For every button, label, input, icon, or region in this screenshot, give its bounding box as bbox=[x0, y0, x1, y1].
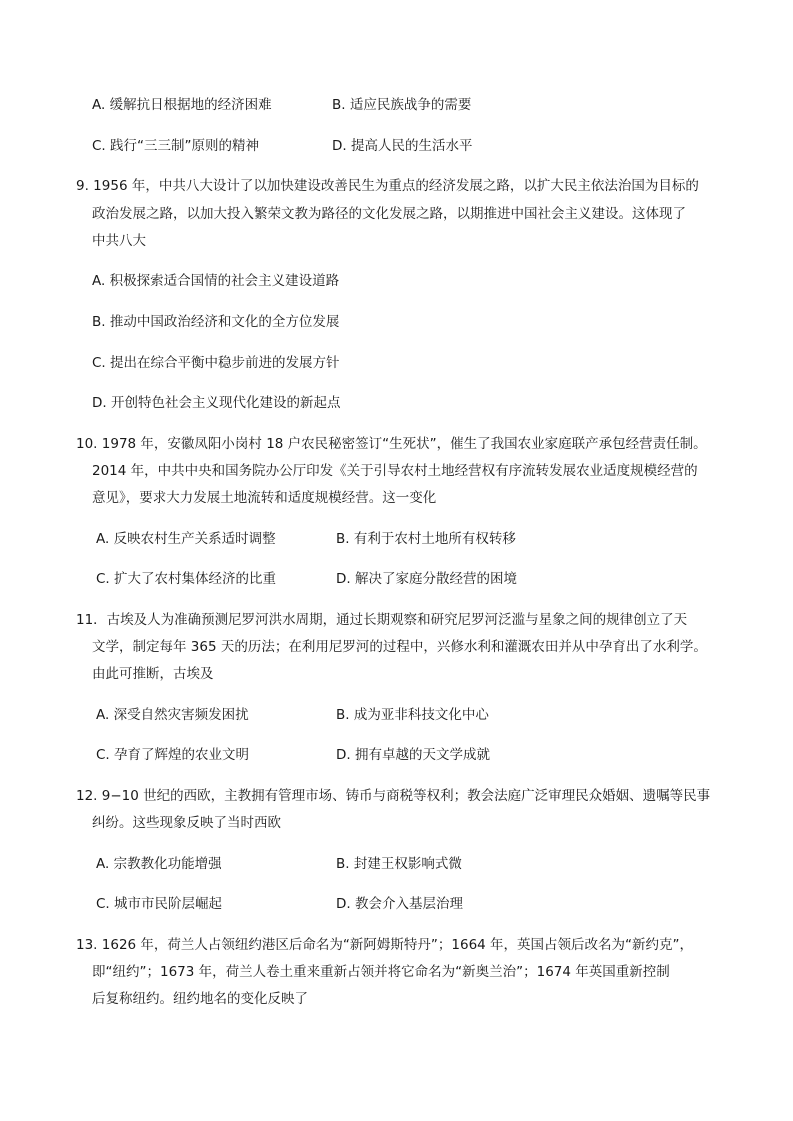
q11-option-b: B. 成为亚非科技文化中心 bbox=[336, 707, 489, 723]
q10-stem-line-1: 10. 1978 年，安徽凤阳小岗村 18 户农民秘密签订“生死状”，催生了我国农业家庭联产承包经营责任制。 bbox=[76, 436, 707, 452]
q12-option-b: B. 封建王权影响式微 bbox=[336, 856, 462, 872]
q10-stem-line-2: 2014 年，中共中央和国务院办公厅印发《关于引导农村土地经营权有序流转发展农业适度规模经营的 bbox=[92, 463, 698, 479]
q12-stem-line-2: 纠纷。这些现象反映了当时西欧 bbox=[92, 815, 281, 831]
q8-option-d: D. 提高人民的生活水平 bbox=[332, 138, 473, 154]
q9-option-b: B. 推动中国政治经济和文化的全方位发展 bbox=[92, 314, 340, 330]
q9-stem-line-3: 中共八大 bbox=[92, 233, 146, 249]
q12-option-a: A. 宗教教化功能增强 bbox=[96, 856, 222, 872]
q10-option-c: C. 扩大了农村集体经济的比重 bbox=[96, 571, 277, 587]
q13-stem-line-2: 即“纽约”；1673 年，荷兰人卷土重来重新占领并将它命名为“新奥兰治”；1674 年英国重新控制 bbox=[92, 964, 670, 980]
q8-option-c: C. 践行“三三制”原则的精神 bbox=[92, 138, 259, 154]
q9-option-a: A. 积极探索适合国情的社会主义建设道路 bbox=[92, 273, 340, 289]
q12-stem-line-1: 12. 9−10 世纪的西欧，主教拥有管理市场、铸币与商税等权利；教会法庭广泛审理民众婚姻、遗嘱等民事 bbox=[76, 788, 711, 804]
q10-option-d: D. 解决了家庭分散经营的困境 bbox=[336, 571, 517, 587]
q13-stem-line-3: 后复称纽约。纽约地名的变化反映了 bbox=[92, 991, 308, 1007]
q10-option-a: A. 反映农村生产关系适时调整 bbox=[96, 531, 276, 547]
q8-option-b: B. 适应民族战争的需要 bbox=[332, 97, 472, 113]
q12-option-c: C. 城市市民阶层崛起 bbox=[96, 896, 223, 912]
q9-stem-line-1: 9. 1956 年，中共八大设计了以加快建设改善民生为重点的经济发展之路，以扩大民主依法治国为目标的 bbox=[76, 178, 699, 194]
q11-stem-line-1: 11．古埃及人为准确预测尼罗河洪水周期，通过长期观察和研究尼罗河泛滥与星象之间的规律创立了天 bbox=[76, 612, 688, 628]
q9-option-d: D. 开创特色社会主义现代化建设的新起点 bbox=[92, 395, 341, 411]
q11-stem-line-2: 文学，制定每年 365 天的历法；在利用尼罗河的过程中，兴修水利和灌溉农田并从中孕育出了水利学。 bbox=[92, 639, 707, 655]
q11-stem-line-3: 由此可推断，古埃及 bbox=[92, 666, 214, 682]
q8-option-a: A. 缓解抗日根据地的经济困难 bbox=[92, 97, 272, 113]
q11-option-c: C. 孕育了辉煌的农业文明 bbox=[96, 747, 250, 763]
q13-stem-line-1: 13. 1626 年，荷兰人占领纽约港区后命名为“新阿姆斯特丹”；1664 年，英国占领后改名为“新约克”， bbox=[76, 937, 694, 953]
q9-option-c: C. 提出在综合平衡中稳步前进的发展方针 bbox=[92, 355, 340, 371]
q10-stem-line-3: 意见》，要求大力发展土地流转和适度规模经营。这一变化 bbox=[92, 490, 437, 506]
q10-option-b: B. 有利于农村土地所有权转移 bbox=[336, 531, 516, 547]
q11-option-a: A. 深受自然灾害频发困扰 bbox=[96, 707, 249, 723]
q9-stem-line-2: 政治发展之路，以加大投入繁荣文教为路径的文化发展之路，以期推进中国社会主义建设。这体现了 bbox=[92, 206, 686, 222]
q12-option-d: D. 教会介入基层治理 bbox=[336, 896, 463, 912]
q11-option-d: D. 拥有卓越的天文学成就 bbox=[336, 747, 490, 763]
